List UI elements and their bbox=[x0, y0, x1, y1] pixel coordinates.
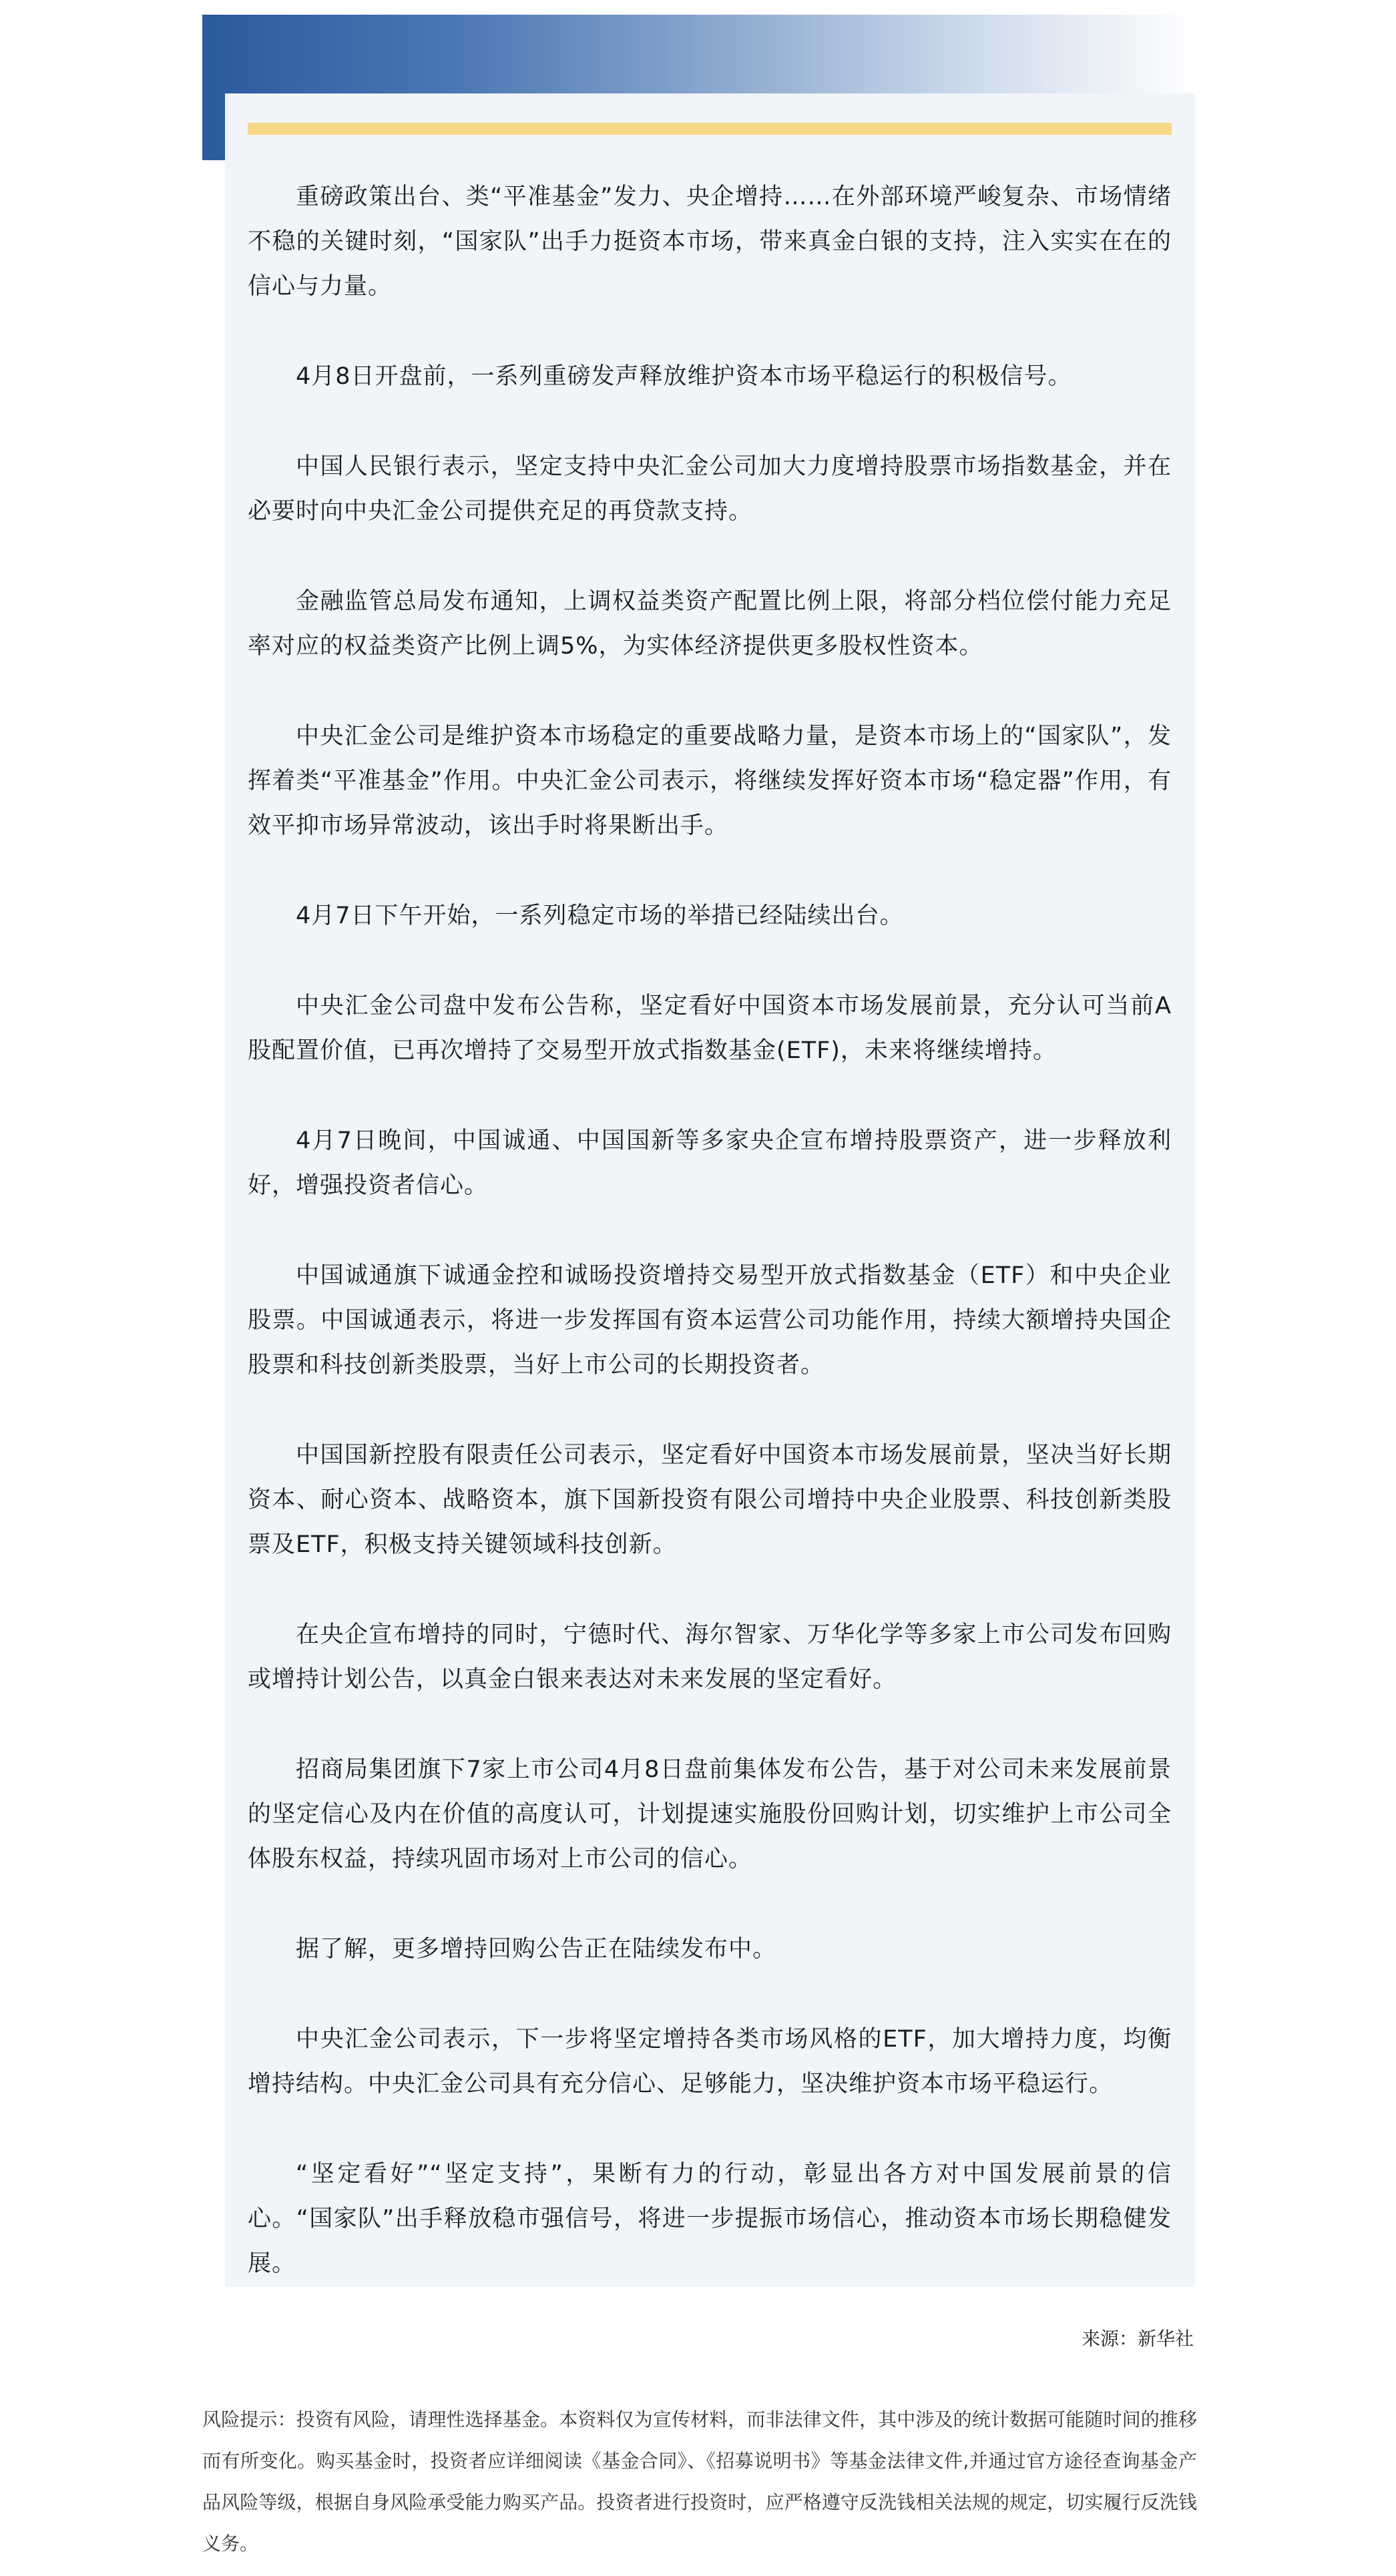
article-paragraph: 金融监管总局发布通知，上调权益类资产配置比例上限，将部分档位偿付能力充足率对应的权益类资产比例上调5%，为实体经济提供更多股权性资本。 bbox=[248, 588, 1172, 660]
article-paragraph: 中央汇金公司表示，下一步将坚定增持各类市场风格的ETF，加大增持力度，均衡增持结构。中央汇金公司具有充分信心、足够能力，坚决维护资本市场平稳运行。 bbox=[248, 2026, 1172, 2097]
article-paragraph: “坚定看好”“坚定支持”，果断有力的行动，彰显出各方对中国发展前景的信心。“国家队”出手释放稳市强信号，将进一步提振市场信心，推动资本市场长期稳健发展。 bbox=[248, 2161, 1172, 2277]
source-credit: 来源：新华社 bbox=[1081, 2328, 1194, 2350]
accent-bar bbox=[248, 123, 1172, 135]
article-paragraph: 招商局集团旗下7家上市公司4月8日盘前集体发布公告，基于对公司未来发展前景的坚定信心及内在价值的高度认可，计划提速实施股份回购计划，切实维护上市公司全体股东权益，持续巩固市场对上市公司的信心。 bbox=[248, 1756, 1172, 1872]
article-paragraph: 中央汇金公司盘中发布公告称，坚定看好中国资本市场发展前景，充分认可当前A股配置价值，已再次增持了交易型开放式指数基金(ETF)，未来将继续增持。 bbox=[248, 993, 1172, 1064]
article-paragraph: 据了解，更多增持回购公告正在陆续发布中。 bbox=[296, 1936, 777, 1963]
article-paragraph: 4月7日晚间，中国诚通、中国国新等多家央企宣布增持股票资产，进一步释放利好，增强投资者信心。 bbox=[248, 1127, 1172, 1199]
article-paragraph: 重磅政策出台、类“平准基金”发力、央企增持……在外部环境严峻复杂、市场情绪不稳的关键时刻，“国家队”出手力挺资本市场，带来真金白银的支持，注入实实在在的信心与力量。 bbox=[248, 184, 1172, 300]
article-paragraph: 在央企宣布增持的同时，宁德时代、海尔智家、万华化学等多家上市公司发布回购或增持计划公告，以真金白银来表达对未来发展的坚定看好。 bbox=[248, 1621, 1172, 1693]
article-paragraph: 4月8日开盘前，一系列重磅发声释放维护资本市场平稳运行的积极信号。 bbox=[296, 363, 1072, 390]
article-paragraph: 中国人民银行表示，坚定支持中央汇金公司加大力度增持股票市场指数基金，并在必要时向中央汇金公司提供充足的再贷款支持。 bbox=[248, 453, 1172, 525]
article-body bbox=[248, 175, 1172, 2286]
risk-disclaimer: 风险提示：投资有风险，请理性选择基金。本资料仅为宣传材料，而非法律文件，其中涉及的统计数据可能随时间的推移而有所变化。购买基金时，投资者应详细阅读《基金合同》、《招募说明书》等基金法律文件,并通过官方途径查询基金产品风险等级，根据自身风险承受能力购买产品。投资者进行投资时，应严格遵守反洗钱相关法规的规定，切实履行反洗钱义务。 bbox=[202, 2408, 1197, 2555]
article-paragraph: 中央汇金公司是维护资本市场稳定的重要战略力量，是资本市场上的“国家队”，发挥着类“平准基金”作用。中央汇金公司表示，将继续发挥好资本市场“稳定器”作用，有效平抑市场异常波动，该出手时将果断出手。 bbox=[248, 723, 1172, 839]
article-paragraph: 中国国新控股有限责任公司表示，坚定看好中国资本市场发展前景，坚决当好长期资本、耐心资本、战略资本，旗下国新投资有限公司增持中央企业股票、科技创新类股票及ETF，积极支持关键领域科技创新。 bbox=[248, 1442, 1172, 1558]
article-paragraph: 4月7日下午开始，一系列稳定市场的举措已经陆续出台。 bbox=[296, 903, 904, 929]
article-paragraph: 中国诚通旗下诚通金控和诚旸投资增持交易型开放式指数基金（ETF）和中央企业股票。中国诚通表示，将进一步发挥国有资本运营公司功能作用，持续大额增持央国企股票和科技创新类股票，当好上市公司的长期投资者。 bbox=[248, 1262, 1172, 1378]
